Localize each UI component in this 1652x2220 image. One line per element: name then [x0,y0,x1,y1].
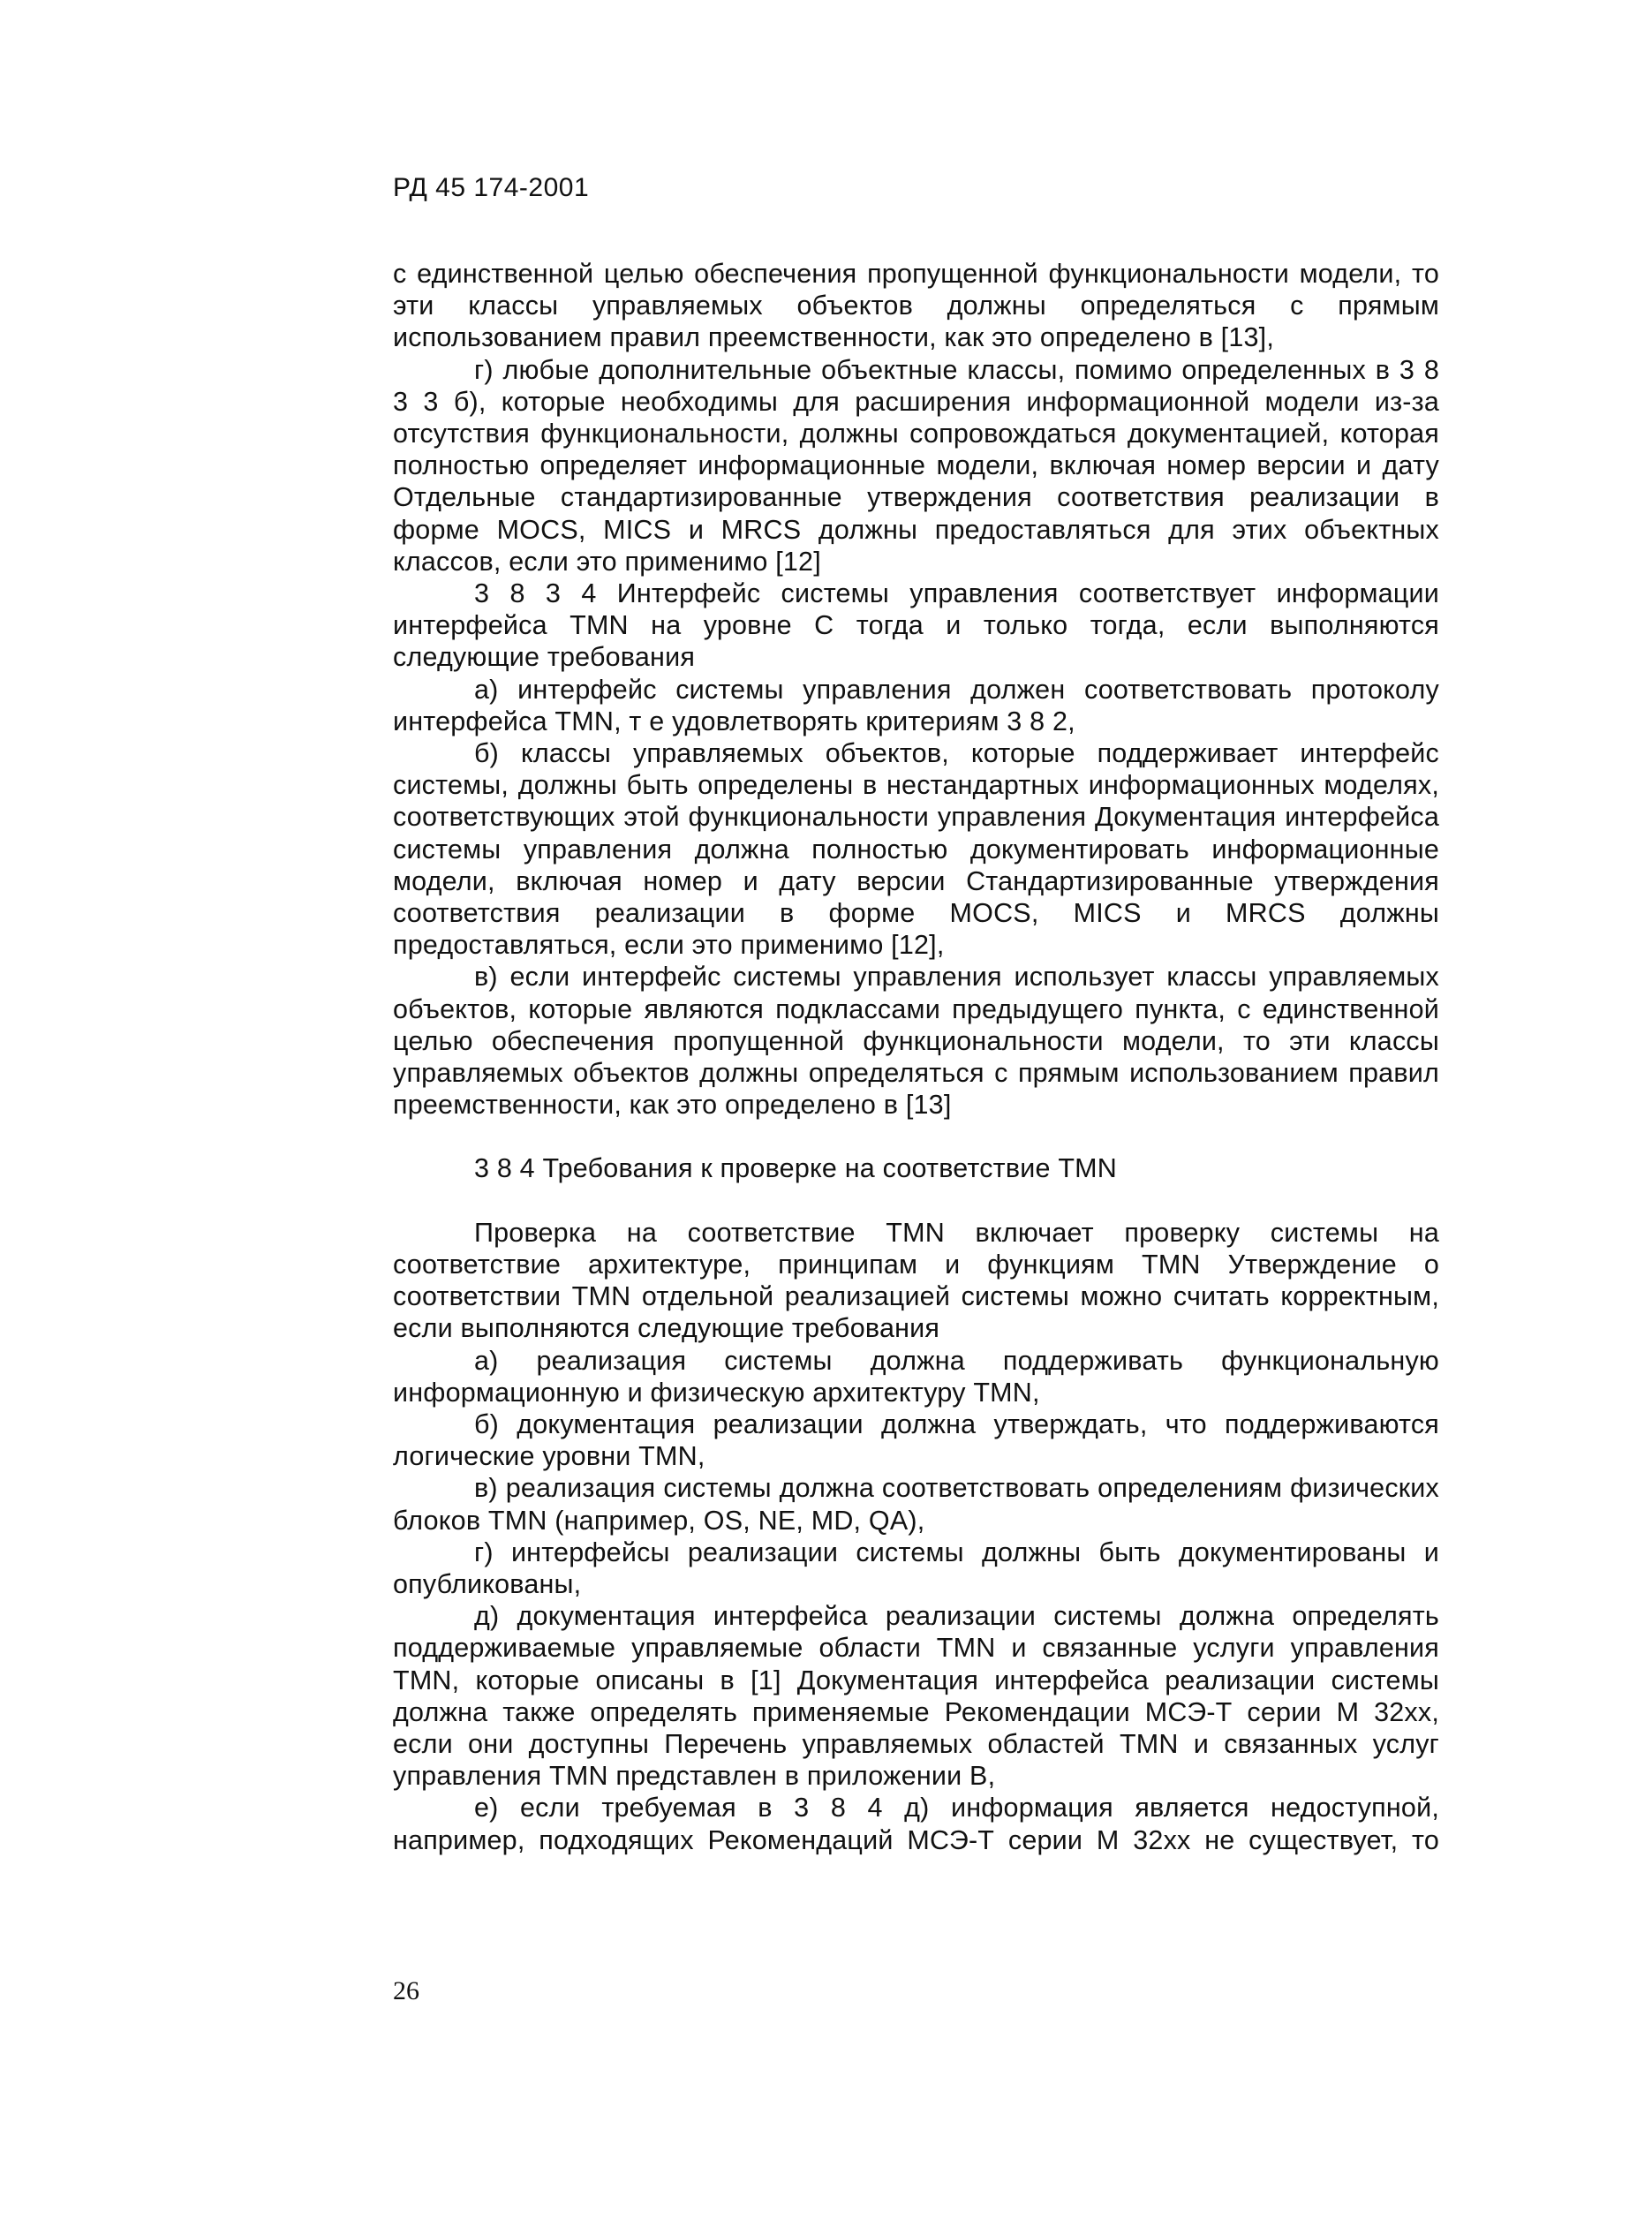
paragraph: г) любые дополнительные объектные классы, помимо определенных в 3 8 3 3 б), которые необходимы для расширения информационной модели из-за отсутствия функциональности, должны сопровождаться документацией, которая полностью определяет информационные модели, включая номер версии и дату Отдельные стандартизированные утверждения соответствия реализации в форме MOCS, MICS и MRCS должны предоставляться для этих объектных классов, если это применимо [12] [393,354,1439,577]
paragraph: с единственной целью обеспечения пропущенной функциональности модели, то эти классы управляемых объектов должны определяться с прямым использованием правил преемственности, как это определено в [13], [393,259,1439,353]
paragraph: в) если интерфейс системы управления использует классы управляемых объектов, которые являются подклассами предыдущего пункта, с единственной целью обеспечения пропущенной функциональности модели, то эти классы управляемых объектов должны определяться с прямым использованием правил преемственности, как это определено в [13] [393,962,1439,1121]
body-text [393,258,1439,1856]
paragraph: Проверка на соответствие TMN включает проверку системы на соответствие архитектуре, принципам и функциям TMN Утверждение о соответствии TMN отдельной реализацией системы можно считать корректным, если выполняются следующие требования [393,1217,1439,1344]
paragraph: г) интерфейсы реализации системы должны быть документированы и опубликованы, [393,1537,1439,1599]
paragraph: 3 8 3 4 Интерфейс системы управления соответствует информации интерфейса TMN на уровне С тогда и только тогда, если выполняются следующие требования [393,578,1439,673]
paragraph: б) классы управляемых объектов, которые поддерживает интерфейс системы, должны быть определены в нестандартных информационных моделях, соответствующих этой функциональности управления Документация интерфейса системы управления должна полностью документировать информационные модели, включая номер и дату версии Стандартизированные утверждения соответствия реализации в форме MOCS, MICS и MRCS должны предоставляться, если это применимо [12], [393,738,1439,961]
paragraph: а) реализация системы должна поддерживать функциональную информационную и физическую архитектуру TMN, [393,1345,1439,1408]
page-number: 26 [393,1976,419,2005]
paragraph: б) документация реализации должна утверждать, что поддерживаются логические уровни TMN, [393,1408,1439,1472]
paragraph: е) если требуемая в 3 8 4 д) информация является недоступной, например, подходящих Рекомендаций МСЭ-Т серии М 32хх не существует, то [393,1793,1439,1855]
section-heading: 3 8 4 Требования к проверке на соответствие TMN [474,1153,1117,1184]
paragraph: в) реализация системы должна соответствовать определениям физических блоков TMN (например, OS, NE, MD, QA), [393,1473,1439,1536]
paragraph: а) интерфейс системы управления должен соответствовать протоколу интерфейса TMN, т е удовлетворять критериям 3 8 2, [393,674,1439,736]
document-header: РД 45 174-2001 [393,173,590,202]
paragraph: д) документация интерфейса реализации системы должна определять поддерживаемые управляемые области TMN и связанные услуги управления TMN, которые описаны в [1] Документация интерфейса реализации системы должна также определять применяемые Рекомендации МСЭ-Т серии М 32хх, если они доступны Перечень управляемых областей TMN и связанных услуг управления TMN представлен в приложении В, [393,1601,1439,1792]
